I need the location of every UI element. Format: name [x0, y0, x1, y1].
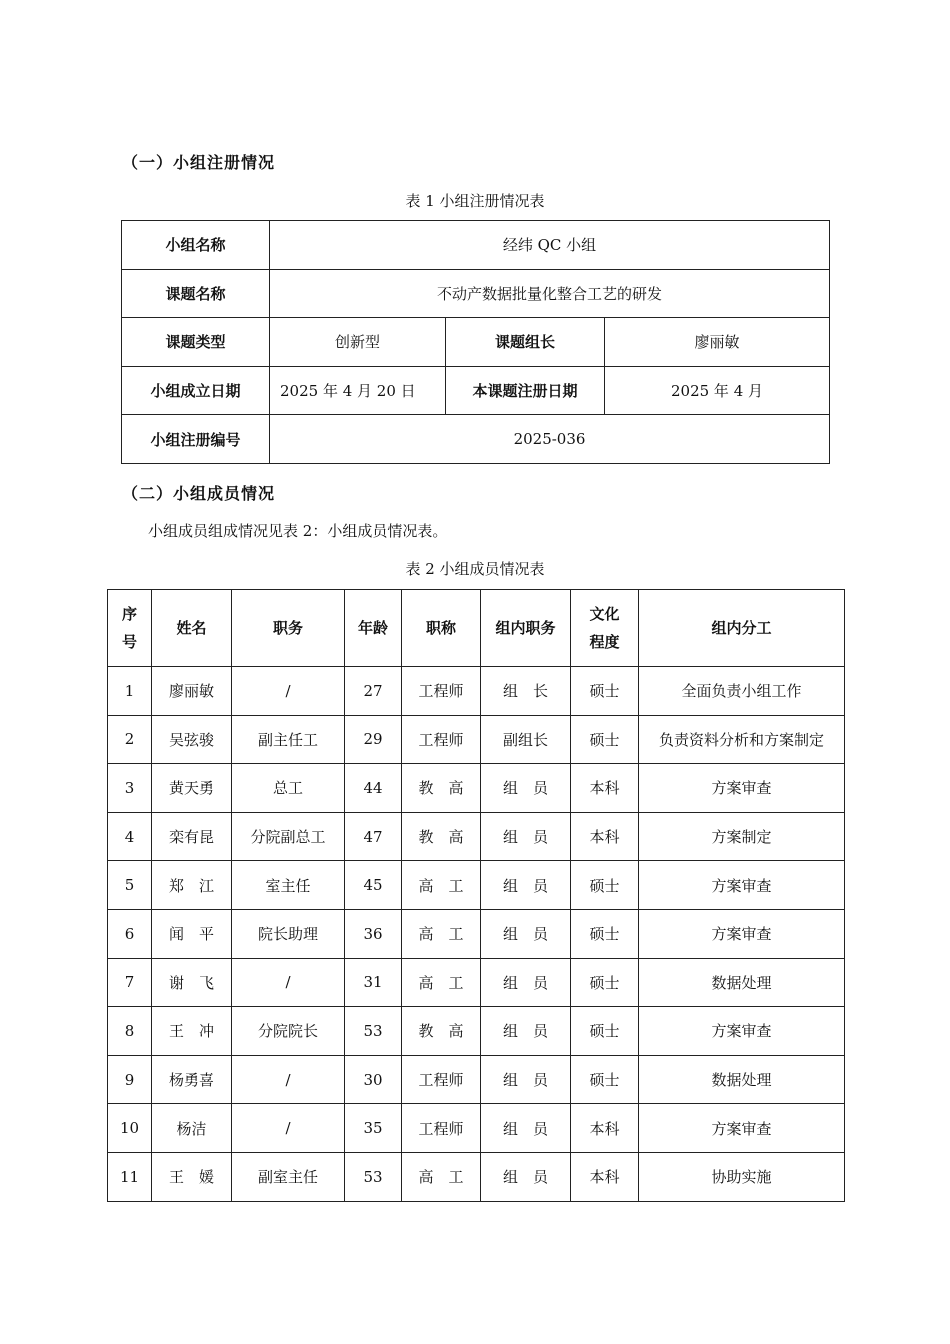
member-row	[108, 1104, 845, 1153]
member-age: 45	[345, 861, 402, 910]
member-position: 总工	[232, 764, 345, 813]
topic-type-value: 创新型	[270, 318, 446, 367]
member-age: 47	[345, 812, 402, 861]
member-seq: 1	[108, 667, 152, 716]
member-role: 组 员	[481, 1055, 571, 1104]
member-age: 27	[345, 667, 402, 716]
member-age: 53	[345, 1152, 402, 1201]
member-task: 方案审查	[639, 861, 845, 910]
header-title: 职称	[402, 590, 481, 667]
member-position: /	[232, 958, 345, 1007]
member-edu: 本科	[571, 812, 639, 861]
registration-table	[121, 220, 830, 464]
member-seq: 9	[108, 1055, 152, 1104]
member-role: 组 员	[481, 958, 571, 1007]
member-age: 29	[345, 715, 402, 764]
member-position: 院长助理	[232, 909, 345, 958]
member-role: 组 员	[481, 1007, 571, 1056]
member-edu: 硕士	[571, 861, 639, 910]
member-row	[108, 861, 845, 910]
member-position: /	[232, 667, 345, 716]
member-role: 组 员	[481, 909, 571, 958]
member-position: /	[232, 1055, 345, 1104]
header-seq: 序 号	[108, 590, 152, 667]
member-row	[108, 909, 845, 958]
member-title: 工程师	[402, 1055, 481, 1104]
member-row	[108, 1152, 845, 1201]
header-name: 姓名	[152, 590, 232, 667]
member-title: 教 高	[402, 1007, 481, 1056]
member-task: 方案审查	[639, 764, 845, 813]
founded-value: 2025 年 4 月 20 日	[270, 366, 446, 415]
member-seq: 10	[108, 1104, 152, 1153]
member-age: 53	[345, 1007, 402, 1056]
member-age: 35	[345, 1104, 402, 1153]
member-title: 工程师	[402, 667, 481, 716]
member-role: 组 长	[481, 667, 571, 716]
member-position: 副主任工	[232, 715, 345, 764]
members-table	[107, 589, 845, 1202]
group-name-value: 经纬 QC 小组	[270, 221, 830, 270]
member-name: 郑 江	[152, 861, 232, 910]
member-title: 教 高	[402, 812, 481, 861]
topic-reg-label: 本课题注册日期	[446, 366, 605, 415]
member-row	[108, 1007, 845, 1056]
member-task: 数据处理	[639, 1055, 845, 1104]
member-age: 31	[345, 958, 402, 1007]
topic-name-value: 不动产数据批量化整合工艺的研发	[270, 269, 830, 318]
member-position: 分院院长	[232, 1007, 345, 1056]
header-edu: 文化 程度	[571, 590, 639, 667]
leader-value: 廖丽敏	[605, 318, 830, 367]
member-seq: 8	[108, 1007, 152, 1056]
member-task: 数据处理	[639, 958, 845, 1007]
member-title: 高 工	[402, 909, 481, 958]
member-name: 王 媛	[152, 1152, 232, 1201]
member-edu: 硕士	[571, 958, 639, 1007]
member-position: 副室主任	[232, 1152, 345, 1201]
member-edu: 硕士	[571, 1055, 639, 1104]
member-role: 组 员	[481, 1152, 571, 1201]
member-row	[108, 958, 845, 1007]
topic-type-label: 课题类型	[122, 318, 270, 367]
member-title: 工程师	[402, 1104, 481, 1153]
member-role: 组 员	[481, 764, 571, 813]
member-seq: 6	[108, 909, 152, 958]
member-role: 组 员	[481, 1104, 571, 1153]
member-name: 黄天勇	[152, 764, 232, 813]
section2-heading: （二）小组成员情况	[122, 484, 276, 503]
member-row	[108, 667, 845, 716]
member-age: 36	[345, 909, 402, 958]
member-role: 组 员	[481, 861, 571, 910]
member-seq: 3	[108, 764, 152, 813]
header-role: 组内职务	[481, 590, 571, 667]
member-name: 廖丽敏	[152, 667, 232, 716]
member-age: 30	[345, 1055, 402, 1104]
member-edu: 本科	[571, 1104, 639, 1153]
member-seq: 4	[108, 812, 152, 861]
reg-no-label: 小组注册编号	[122, 415, 270, 464]
member-title: 高 工	[402, 1152, 481, 1201]
members-header-row	[108, 590, 845, 667]
member-name: 吴弦骏	[152, 715, 232, 764]
member-task: 方案制定	[639, 812, 845, 861]
member-task: 全面负责小组工作	[639, 667, 845, 716]
member-edu: 硕士	[571, 909, 639, 958]
section2-paragraph: 小组成员组成情况见表 2：小组成员情况表。	[148, 522, 448, 540]
member-name: 闻 平	[152, 909, 232, 958]
topic-reg-value: 2025 年 4 月	[605, 366, 830, 415]
member-seq: 5	[108, 861, 152, 910]
member-row	[108, 1055, 845, 1104]
member-name: 王 冲	[152, 1007, 232, 1056]
member-task: 方案审查	[639, 1007, 845, 1056]
member-row	[108, 715, 845, 764]
member-title: 工程师	[402, 715, 481, 764]
header-age: 年龄	[345, 590, 402, 667]
founded-label: 小组成立日期	[122, 366, 270, 415]
member-position: 室主任	[232, 861, 345, 910]
member-task: 方案审查	[639, 1104, 845, 1153]
member-name: 杨洁	[152, 1104, 232, 1153]
member-seq: 7	[108, 958, 152, 1007]
member-role: 副组长	[481, 715, 571, 764]
leader-label: 课题组长	[446, 318, 605, 367]
member-edu: 本科	[571, 1152, 639, 1201]
member-edu: 硕士	[571, 667, 639, 716]
member-row	[108, 812, 845, 861]
member-task: 方案审查	[639, 909, 845, 958]
header-task: 组内分工	[639, 590, 845, 667]
member-position: /	[232, 1104, 345, 1153]
member-seq: 11	[108, 1152, 152, 1201]
section1-heading: （一）小组注册情况	[122, 153, 276, 172]
member-row	[108, 764, 845, 813]
member-role: 组 员	[481, 812, 571, 861]
member-task: 协助实施	[639, 1152, 845, 1201]
member-title: 教 高	[402, 764, 481, 813]
reg-no-value: 2025-036	[270, 415, 830, 464]
member-name: 谢 飞	[152, 958, 232, 1007]
table1-caption: 表 1 小组注册情况表	[405, 192, 545, 210]
member-position: 分院副总工	[232, 812, 345, 861]
header-position: 职务	[232, 590, 345, 667]
topic-name-label: 课题名称	[122, 269, 270, 318]
member-task: 负责资料分析和方案制定	[639, 715, 845, 764]
member-age: 44	[345, 764, 402, 813]
member-seq: 2	[108, 715, 152, 764]
member-edu: 硕士	[571, 715, 639, 764]
member-edu: 硕士	[571, 1007, 639, 1056]
member-title: 高 工	[402, 861, 481, 910]
member-edu: 本科	[571, 764, 639, 813]
member-name: 杨勇喜	[152, 1055, 232, 1104]
member-title: 高 工	[402, 958, 481, 1007]
group-name-label: 小组名称	[122, 221, 270, 270]
member-name: 栾有昆	[152, 812, 232, 861]
table2-caption: 表 2 小组成员情况表	[405, 560, 545, 578]
